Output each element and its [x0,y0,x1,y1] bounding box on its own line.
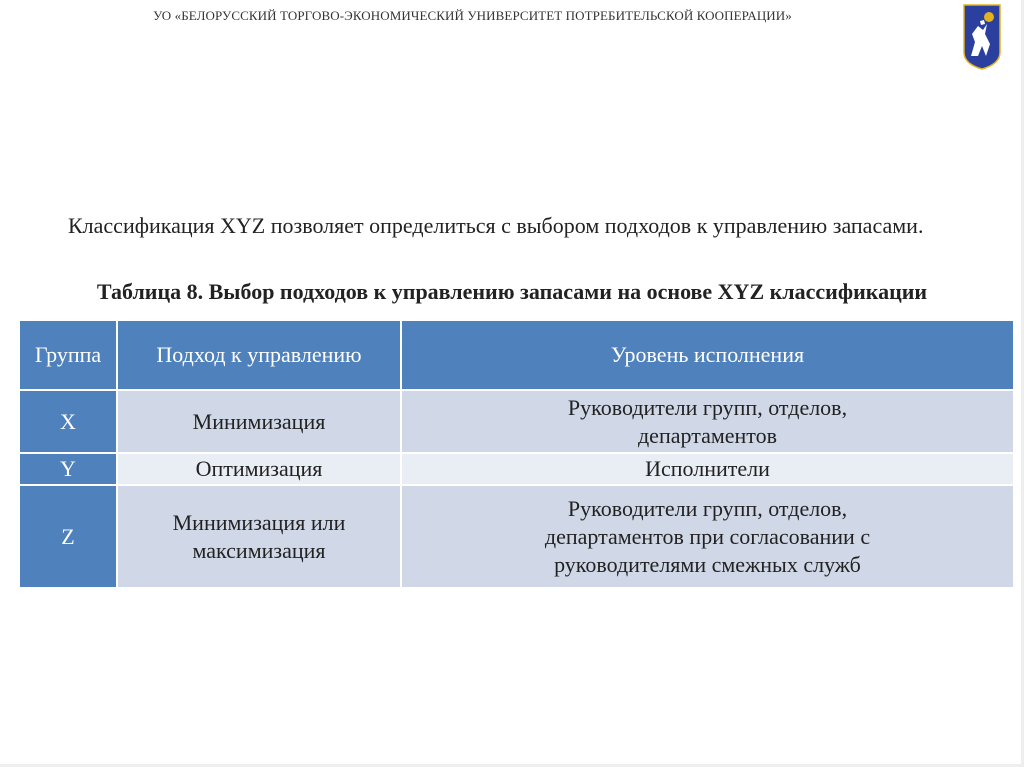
table-header-row [19,320,1014,390]
cell-group: Y [19,453,117,485]
university-emblem-icon [963,4,1001,70]
header-level: Уровень исполнения [401,320,1014,390]
table-row [19,453,1014,485]
intro-paragraph: Классификация XYZ позволяет определиться с выбором подходов к управлению запасами. [68,213,924,238]
xyz-approach-table [18,319,1015,589]
cell-level: Руководители групп, отделов, департаментов при согласовании с руководителями смежных служб [401,485,1014,588]
header-approach: Подход к управлению [117,320,401,390]
cell-approach: Оптимизация [117,453,401,485]
university-title: УО «БЕЛОРУССКИЙ ТОРГОВО-ЭКОНОМИЧЕСКИЙ УНИВЕРСИТЕТ ПОТРЕБИТЕЛЬСКОЙ КООПЕРАЦИИ» [153,8,792,23]
cell-group: Z [19,485,117,588]
cell-approach: Минимизация или максимизация [117,485,401,588]
table-row [19,390,1014,453]
cell-level: Руководители групп, отделов, департаментов [401,390,1014,453]
table-row [19,485,1014,588]
cell-level: Исполнители [401,453,1014,485]
table-caption: Таблица 8. Выбор подходов к управлению запасами на основе XYZ классификации [96,279,928,304]
cell-approach: Минимизация [117,390,401,453]
header-group: Группа [19,320,117,390]
cell-group: X [19,390,117,453]
